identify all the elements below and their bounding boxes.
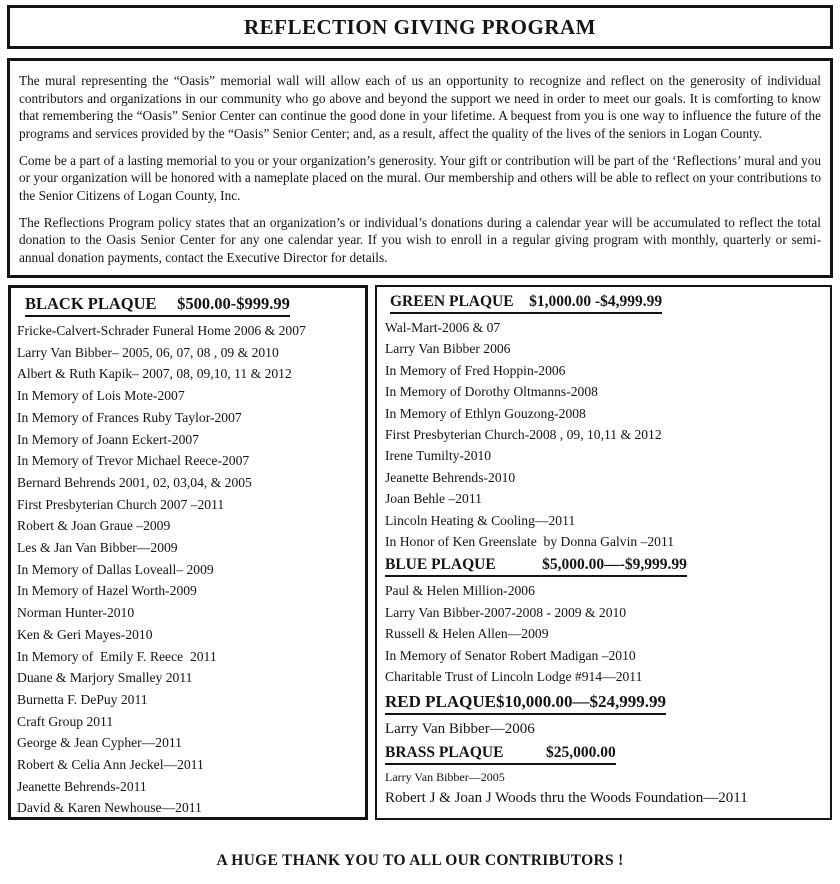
- donor-entry: Fricke-Calvert-Schrader Funeral Home 2006 & 2007: [17, 323, 306, 338]
- donor-entry: Robert & Joan Graue –2009: [17, 518, 171, 534]
- donor-entry: Wal-Mart-2006 & 07: [385, 320, 501, 335]
- black-plaque-header: [25, 294, 359, 317]
- brass-plaque-header: [385, 744, 824, 765]
- donor-entry: Paul & Helen Million-2006: [385, 583, 535, 599]
- donor-entry: Robert & Celia Ann Jeckel—2011: [17, 757, 204, 773]
- donor-entry: Irene Tumilty-2010: [385, 448, 492, 464]
- donor-entry: Jeanette Behrends-2011: [17, 778, 147, 794]
- donor-entry: Robert J & Joan J Woods thru the Woods Foundation—2011: [385, 789, 748, 806]
- donor-entry: Ken & Geri Mayes-2010: [17, 626, 153, 642]
- donor-entry: In Memory of Fred Hoppin-2006: [385, 362, 566, 378]
- green-plaque-section: [385, 293, 824, 552]
- donor-entry: Duane & Marjory Smalley 2011: [17, 670, 193, 686]
- donor-entry: Larry Van Bibber 2006: [385, 341, 511, 357]
- intro-paragraph: Come be a part of a lasting memorial to you or your organization’s generosity. Your gift or contribution will be part of the ‘Reflections’ mural and you or your organization will be honored with a nameplate placed on the mural. Our membership and others will be able to reflect on your contributions to the Senior Citizens of Logan County, Inc.: [19, 152, 821, 204]
- black-plaque-header-text: BLACK PLAQUE $500.00-$999.99: [25, 294, 290, 317]
- donor-entry: In Memory of Trevor Michael Reece-2007: [17, 453, 250, 469]
- green-plaque-header-text: GREEN PLAQUE $1,000.00 -$4,999.99: [390, 293, 662, 314]
- intro-paragraph: The mural representing the “Oasis” memorial wall will allow each of us an opportunity to recognize and reflect on the generosity of individual contributors and organizations in our community who go above and beyond the support we need in order to meet our goals. It is comforting to know that remembering the “Oasis” Senior Center can continue the good done in your lifetime. A bequest from you is one way to influence the future of the programs and services provided by the “Oasis” Senior Center; and, as a result, affect the quality of the lives of the seniors in Logan County.: [19, 73, 821, 142]
- donor-entry: Larry Van Bibber-2007-2008 - 2009 & 2010: [385, 604, 627, 620]
- intro-box: [7, 58, 833, 278]
- donor-entry: First Presbyterian Church 2007 –2011: [17, 496, 225, 512]
- blue-plaque-header-text: BLUE PLAQUE $5,000.00—-$9,999.99: [385, 556, 687, 577]
- donor-entry: Charitable Trust of Lincoln Lodge #914—2011: [385, 669, 643, 685]
- donor-entry: In Memory of Frances Ruby Taylor-2007: [17, 409, 242, 425]
- title-box: [7, 5, 833, 49]
- blue-plaque-section: [385, 556, 824, 687]
- brass-plaque-header-text: BRASS PLAQUE $25,000.00: [385, 744, 616, 765]
- plaque-columns: [8, 285, 832, 820]
- donor-entry: Jeanette Behrends-2010: [385, 469, 516, 485]
- red-plaque-list: [385, 718, 824, 741]
- footer-thank-you: A HUGE THANK YOU TO ALL OUR CONTRIBUTORS !: [216, 852, 624, 869]
- donor-entry: Joan Behle –2011: [385, 491, 482, 507]
- donor-entry: Les & Jan Van Bibber—2009: [17, 540, 178, 556]
- donor-entry: Larry Van Bibber—2005: [385, 769, 505, 784]
- donor-entry: Larry Van Bibber—2006: [385, 720, 535, 737]
- donor-entry: In Memory of Ethlyn Gouzong-2008: [385, 405, 586, 421]
- blue-plaque-list: [385, 580, 824, 687]
- donor-entry: In Memory of Dorothy Oltmanns-2008: [385, 384, 598, 400]
- black-plaque-list: [17, 320, 359, 819]
- brass-plaque-list: [385, 768, 824, 810]
- donor-entry: Albert & Ruth Kapik– 2007, 08, 09,10, 11 & 2012: [17, 366, 292, 382]
- brass-plaque-section: [385, 744, 824, 810]
- donor-entry: In Memory of Dallas Loveall– 2009: [17, 561, 214, 577]
- red-plaque-header: [385, 692, 824, 715]
- donor-entry: Burnetta F. DePuy 2011: [17, 691, 148, 707]
- donor-entry: In Memory of Lois Mote-2007: [17, 388, 185, 404]
- red-plaque-header-text: RED PLAQUE$10,000.00—$24,999.99: [385, 692, 666, 715]
- donor-entry: David & Karen Newhouse—2011: [17, 800, 202, 816]
- donor-entry: George & Jean Cypher—2011: [17, 735, 182, 751]
- donor-entry: Russell & Helen Allen—2009: [385, 626, 549, 642]
- donor-entry: Lincoln Heating & Cooling—2011: [385, 512, 576, 528]
- donor-entry: In Memory of Joann Eckert-2007: [17, 431, 199, 447]
- black-plaque-panel: [8, 285, 368, 820]
- donor-entry: Larry Van Bibber– 2005, 06, 07, 08 , 09 & 2010: [17, 344, 279, 360]
- donor-entry: In Memory of Senator Robert Madigan –2010: [385, 647, 636, 663]
- blue-plaque-header: [385, 556, 824, 577]
- donor-entry: In Memory of Hazel Worth-2009: [17, 583, 197, 599]
- donor-entry: Bernard Behrends 2001, 02, 03,04, & 2005: [17, 474, 252, 490]
- green-plaque-list: [385, 317, 824, 552]
- donor-entry: First Presbyterian Church-2008 , 09, 10,11 & 2012: [385, 427, 662, 443]
- donor-entry: In Memory of Emily F. Reece 2011: [17, 648, 217, 664]
- plaque-tiers-panel: [375, 285, 832, 820]
- page-title: REFLECTION GIVING PROGRAM: [243, 14, 597, 39]
- red-plaque-section: [385, 692, 824, 741]
- donor-entry: In Honor of Ken Greenslate by Donna Galvin –2011: [385, 534, 675, 550]
- intro-paragraphs: [19, 72, 821, 267]
- donor-entry: Craft Group 2011: [17, 713, 114, 729]
- donor-entry: Norman Hunter-2010: [17, 605, 135, 621]
- intro-paragraph: The Reflections Program policy states that an organization’s or individual’s donations during a calendar year will be accumulated to reflect the total donation to the Oasis Senior Center for any one calendar year. If you wish to enroll in a regular giving program with monthly, quarterly or semi-annual donation payments, contact the Executive Director for details.: [19, 214, 821, 266]
- green-plaque-header: [390, 293, 824, 314]
